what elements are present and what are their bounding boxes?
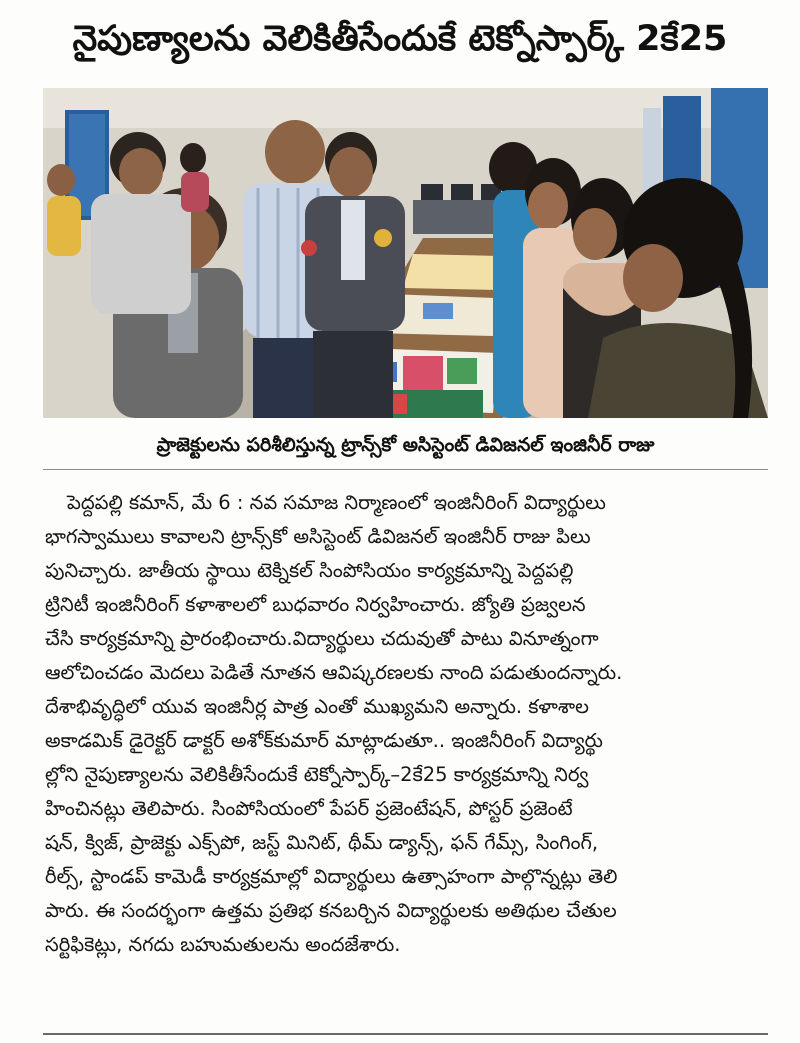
body-line: చేసి కార్యక్రమాన్ని ప్రారంభించారు.విద్యార్థులు చదువుతో పాటు వినూత్నంగా: [45, 627, 599, 650]
body-line: పెద్దపల్లి కమాన్, మే 6 : నవ సమాజ నిర్మాణంలో ఇంజినీరింగ్ విద్యార్థులు: [67, 491, 606, 514]
headline: నైపుణ్యాలను వెలికితీసేందుకే టెక్నోస్పార్క్ 2కే25: [72, 19, 728, 59]
photo-caption: ప్రాజెక్టులను పరిశీలిస్తున్న ట్రాన్స్‌కో అసిస్టెంట్ డివిజనల్ ఇంజినీర్ రాజు: [156, 433, 655, 456]
body-line: అకాడమిక్ డైరెక్టర్ డాక్టర్ అశోక్‌కుమార్ మాట్లాడుతూ.. ఇంజినీరింగ్ విద్యార్థు: [45, 729, 603, 752]
body-line: ట్రినిటీ ఇంజినీరింగ్ కళాశాలలో బుధవారం నిర్వహించారు. జ్యోతి ప్రజ్వలన: [45, 593, 586, 616]
news-photo: [43, 88, 768, 418]
body-line: ల్లోని నైపుణ్యాలను వెలికితీసేందుకే టెక్నోస్పార్క్–2కే25 కార్యక్రమాన్ని నిర్వ: [45, 763, 589, 786]
body-line: హించినట్లు తెలిపారు. సింపోసియంలో పేపర్ ప్రజెంటేషన్, పోస్టర్ ప్రజెంటే: [45, 797, 573, 820]
body-line: సర్టిఫికెట్లు, నగదు బహుమతులను అందజేశారు.: [45, 933, 401, 956]
body-line: పునిచ్చారు. జాతీయ స్థాయి టెక్నికల్ సింపోసియం కార్యక్రమాన్ని పెద్దపల్లి: [45, 559, 574, 582]
body-line: భాగస్వాములు కావాలని ట్రాన్స్‌కో అసిస్టెంట్ డివిజనల్ ఇంజినీర్ రాజు పిలు: [45, 525, 591, 548]
caption-divider: [43, 469, 768, 470]
body-line: రీల్స్, స్టాండప్ కామెడీ కార్యక్రమాల్లో విద్యార్థులు ఉత్సాహంగా పాల్గొన్నట్లు తెలి: [45, 865, 618, 888]
body-line: పారు. ఈ సందర్భంగా ఉత్తమ ప్రతిభ కనబర్చిన విద్యార్థులకు అతిథుల చేతుల: [45, 899, 617, 922]
body-line: ఆలోచించడం మెదలు పెడితే నూతన ఆవిష్కరణలకు నాంది పడుతుందన్నారు.: [45, 661, 623, 684]
bottom-divider: [43, 1033, 768, 1035]
body-line: షన్, క్విజ్, ప్రాజెక్టు ఎక్స్‌పో, జస్ట్ మినిట్, థీమ్ డ్యాన్స్, ఫన్ గేమ్స్, సింగింగ్,: [45, 831, 599, 854]
body-line: దేశాభివృద్ధిలో యువ ఇంజినీర్ల పాత్ర ఎంతో ముఖ్యమని అన్నారు. కళాశాల: [45, 695, 589, 718]
